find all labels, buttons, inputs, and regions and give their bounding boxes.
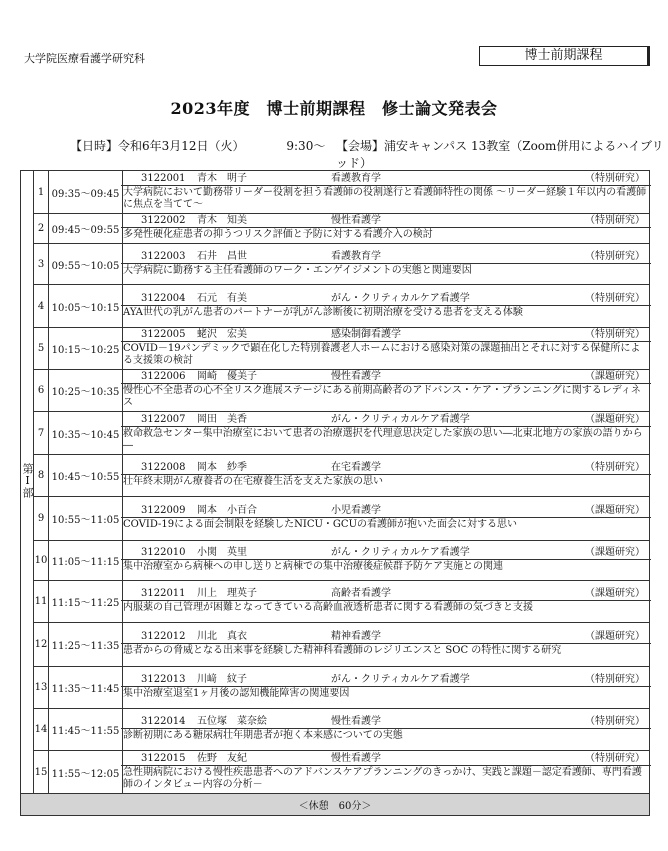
presenter-line	[123, 328, 649, 341]
presentation-cell	[123, 244, 650, 285]
presenter-line	[123, 250, 649, 263]
student-id: 3122003	[141, 250, 186, 262]
research-category: （特別研究）	[585, 250, 645, 262]
student-id: 3122015	[141, 752, 186, 764]
student-id: 3122013	[141, 674, 186, 685]
table-row	[21, 244, 650, 285]
presentation-cell	[123, 171, 650, 214]
student-name: 青木 知美	[197, 215, 247, 226]
research-category: （特別研究）	[585, 215, 645, 226]
row-number: 2	[34, 214, 49, 244]
field-name: 感染制御看護学	[331, 329, 401, 340]
thesis-title: 集中治療室から病棟への申し送りと病棟での集中治療後症候群予防ケア実施との関連	[121, 559, 651, 575]
table-row	[21, 709, 650, 751]
time-slot: 10:45～10:55	[49, 455, 123, 497]
start-time: 9:30～	[286, 139, 326, 153]
time-slot: 10:55～11:05	[49, 497, 123, 541]
time-slot: 11:35～11:45	[49, 667, 123, 709]
table-row	[21, 667, 650, 709]
field-name: 在宅看護学	[331, 462, 381, 473]
thesis-title: 壮年終末期がん療養者の在宅療養生活を支えた家族の思い	[121, 474, 651, 490]
row-number: 11	[34, 581, 49, 623]
student-name: 川北 真衣	[197, 631, 247, 642]
time-slot: 10:15～10:25	[49, 328, 123, 370]
presentation-cell	[123, 751, 650, 794]
student-name: 岡本 小百合	[197, 505, 257, 516]
table-row	[21, 541, 650, 581]
presenter-line	[123, 172, 649, 185]
row-number: 13	[34, 667, 49, 709]
table-row	[21, 623, 650, 667]
research-category: （課題研究）	[585, 505, 645, 516]
page-title: 2023年度 博士前期課程 修士論文発表会	[170, 99, 498, 118]
student-name: 五位塚 菜奈絵	[197, 716, 267, 727]
student-name: 岡本 紗季	[197, 462, 247, 473]
research-category: （特別研究）	[585, 716, 645, 727]
presenter-line	[123, 752, 649, 765]
field-name: 高齢者看護学	[331, 588, 391, 599]
date-line	[70, 137, 325, 154]
thesis-title: COVID-19による面会制限を経験したNICU・GCUの看護師が抱いた面会に対する思い	[121, 517, 651, 533]
presentation-cell	[123, 581, 650, 623]
student-name: 蛯沢 宏美	[197, 329, 247, 340]
research-category: （課題研究）	[585, 371, 645, 382]
field-name: 精神看護学	[331, 631, 381, 642]
presentation-cell	[123, 455, 650, 497]
time-slot: 09:45～09:55	[49, 214, 123, 244]
field-name: 慢性看護学	[331, 752, 381, 764]
student-id: 3122004	[141, 292, 186, 304]
date-text: 【日時】令和6年3月12日（火）	[70, 139, 245, 153]
thesis-title: 内服薬の自己管理が困難となってきている高齢血液透析患者に関する看護師の気づきと支援	[121, 600, 651, 616]
student-name: 川上 理英子	[197, 588, 257, 599]
presenter-line	[123, 214, 649, 227]
table-row	[21, 455, 650, 497]
field-name: 慢性看護学	[331, 215, 381, 226]
row-number: 7	[34, 412, 49, 455]
student-name: 石元 有美	[197, 292, 247, 304]
row-number: 4	[34, 285, 49, 328]
schedule-table	[20, 170, 650, 816]
presentation-cell	[123, 709, 650, 751]
research-category: （課題研究）	[585, 413, 645, 425]
student-name: 小関 英里	[197, 547, 247, 558]
time-slot: 11:25～11:35	[49, 623, 123, 667]
student-name: 岡崎 優美子	[197, 371, 257, 382]
time-slot: 10:25～10:35	[49, 370, 123, 412]
presenter-line	[123, 587, 649, 600]
time-slot: 10:35～10:45	[49, 412, 123, 455]
table-row	[21, 328, 650, 370]
break-label: ＜休憩 60分＞	[21, 794, 650, 816]
presentation-cell	[123, 285, 650, 328]
presentation-cell	[123, 623, 650, 667]
presenter-line	[123, 413, 649, 426]
presentation-cell	[123, 328, 650, 370]
field-name: がん・クリティカルケア看護学	[331, 413, 470, 425]
presenter-line	[123, 370, 649, 383]
research-category: （課題研究）	[585, 547, 645, 558]
research-category: （特別研究）	[585, 752, 645, 764]
row-number: 12	[34, 623, 49, 667]
student-id: 3122010	[141, 547, 186, 558]
row-number: 5	[34, 328, 49, 370]
field-name: がん・クリティカルケア看護学	[331, 292, 470, 304]
presenter-line	[123, 504, 649, 517]
research-category: （特別研究）	[585, 674, 645, 685]
presenter-line	[123, 630, 649, 643]
student-id: 3122009	[141, 505, 186, 516]
research-category: （特別研究）	[585, 329, 645, 340]
presentation-cell	[123, 412, 650, 455]
time-slot: 10:05～10:15	[49, 285, 123, 328]
row-number: 14	[34, 709, 49, 751]
field-name: 慢性看護学	[331, 716, 381, 727]
presentation-cell	[123, 214, 650, 244]
thesis-title: AYA世代の乳がん患者のパートナーが乳がん診断後に初期治療を受ける患者を支える体験	[121, 305, 651, 321]
student-id: 3122014	[141, 716, 186, 727]
presenter-line	[123, 461, 649, 474]
presenter-line	[123, 673, 649, 686]
time-slot: 09:35～09:45	[49, 171, 123, 214]
field-name: がん・クリティカルケア看護学	[331, 547, 470, 558]
program-badge: 博士前期課程	[479, 46, 650, 66]
presentation-cell	[123, 497, 650, 541]
field-name: 小児看護学	[331, 505, 381, 516]
student-id: 3122005	[141, 329, 186, 340]
thesis-title: 診断初期にある糖尿病壮年期患者が抱く本来感についての実態	[121, 728, 651, 744]
table-row	[21, 751, 650, 794]
part-label-text: 第Ⅰ部	[21, 463, 34, 498]
row-number: 1	[34, 171, 49, 214]
research-category: （特別研究）	[585, 292, 645, 304]
thesis-title: 患者からの脅威となる出来事を経験した精神科看護師のレジリエンスと SOC の特性に関する研究	[121, 643, 651, 659]
student-id: 3122006	[141, 371, 186, 382]
table-row	[21, 171, 650, 214]
thesis-title: COVID－19パンデミックで顕在化した特別養護老人ホームにおける感染対策の課題抽出とそれに対する保健所による支援策の検討	[121, 341, 651, 369]
student-name: 石井 昌世	[197, 250, 247, 262]
table-row	[21, 214, 650, 244]
field-name: 慢性看護学	[331, 371, 381, 382]
presentation-cell	[123, 667, 650, 709]
table-row	[21, 412, 650, 455]
research-category: （特別研究）	[585, 462, 645, 473]
field-name: 看護教育学	[331, 250, 381, 262]
student-id: 3122002	[141, 215, 186, 226]
research-category: （課題研究）	[585, 631, 645, 642]
student-id: 3122008	[141, 462, 186, 473]
field-name: 看護教育学	[331, 172, 381, 184]
venue-text: 【会場】浦安キャンパス 13教室（Zoom併用によるハイブリッド）	[336, 139, 664, 170]
presenter-line	[123, 715, 649, 728]
student-id: 3122001	[141, 172, 186, 184]
row-number: 9	[34, 497, 49, 541]
time-slot: 11:55～12:05	[49, 751, 123, 794]
row-number: 10	[34, 541, 49, 581]
thesis-title: 救命救急センター集中治療室において患者の治療選択を代理意思決定した家族の思い―北東北地方の家族の語りから―	[121, 426, 651, 454]
student-id: 3122011	[141, 588, 186, 599]
row-number: 15	[34, 751, 49, 794]
table-row	[21, 581, 650, 623]
presenter-line	[123, 292, 649, 305]
student-name: 佐野 友紀	[197, 752, 247, 764]
time-slot: 11:45～11:55	[49, 709, 123, 751]
thesis-title: 急性期病院における慢性疾患患者へのアドバンスケアプランニングのきっかけ、実践と課題－認定看護師、専門看護師のインタビュー内容の分析－	[121, 765, 651, 793]
thesis-title: 大学病院において勤務帯リーダー役割を担う看護師の役割遂行と看護師特性の関係 ～リーダー経験１年以内の看護師に焦点を当てて～	[121, 185, 651, 213]
student-name: 岡田 美香	[197, 413, 247, 425]
table-row	[21, 285, 650, 328]
thesis-title: 多発性硬化症患者の抑うつリスク評価と予防に対する看護介入の検討	[121, 227, 651, 243]
presentation-cell	[123, 541, 650, 581]
research-category: （課題研究）	[585, 588, 645, 599]
thesis-title: 集中治療室退室1ヶ月後の認知機能障害の関連要因	[121, 686, 651, 702]
table-row	[21, 370, 650, 412]
break-row	[21, 794, 650, 816]
research-category: （特別研究）	[585, 172, 645, 184]
field-name: がん・クリティカルケア看護学	[331, 674, 470, 685]
presenter-line	[123, 546, 649, 559]
student-id: 3122007	[141, 413, 186, 425]
time-slot: 09:55～10:05	[49, 244, 123, 285]
row-number: 6	[34, 370, 49, 412]
thesis-title: 大学病院に勤務する主任看護師のワーク・エンゲイジメントの実態と関連要因	[121, 263, 651, 279]
table-row	[21, 497, 650, 541]
row-number: 8	[34, 455, 49, 497]
student-name: 川﨑 紋子	[197, 674, 247, 685]
time-slot: 11:15～11:25	[49, 581, 123, 623]
time-slot: 11:05～11:15	[49, 541, 123, 581]
student-name: 青木 明子	[197, 172, 247, 184]
student-id: 3122012	[141, 631, 186, 642]
presentation-cell	[123, 370, 650, 412]
department-name: 大学院医療看護学研究科	[24, 52, 145, 65]
part-label	[21, 171, 34, 794]
row-number: 3	[34, 244, 49, 285]
thesis-title: 慢性心不全患者の心不全リスク進展ステージにある前期高齢者のアドバンス・ケア・プランニングに関するレディネス	[121, 383, 651, 411]
